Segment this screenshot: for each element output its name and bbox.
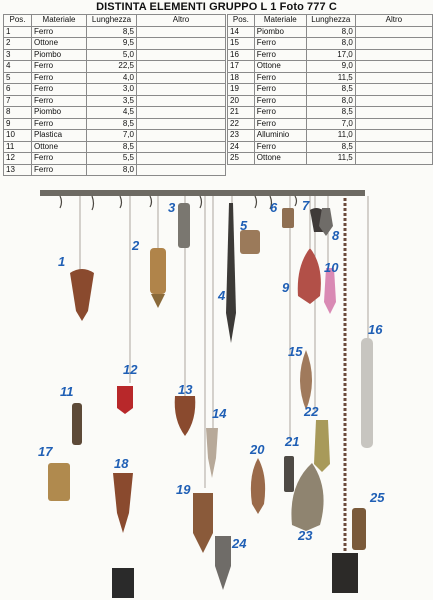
plumb-bob-11 xyxy=(72,403,82,445)
cell-length: 8,5 xyxy=(306,141,355,153)
cell-pos: 14 xyxy=(228,26,255,38)
plumb-bob-24 xyxy=(215,536,231,590)
photo-label: 4 xyxy=(218,288,226,303)
cell-material: Ottone xyxy=(254,153,306,165)
cell-other xyxy=(355,118,432,130)
plumb-bob-18 xyxy=(113,473,133,533)
cell-material: Ferro xyxy=(254,84,306,96)
cell-length: 8,0 xyxy=(87,164,137,176)
cell-length: 9,5 xyxy=(87,38,137,50)
cell-pos: 6 xyxy=(4,84,32,96)
cell-material: Piombo xyxy=(32,107,87,119)
photo-label: 23 xyxy=(298,528,313,543)
cell-other xyxy=(355,95,432,107)
plumb-bob-23 xyxy=(291,463,323,531)
cell-length: 8,5 xyxy=(87,26,137,38)
table-row xyxy=(228,153,433,165)
table-row xyxy=(228,130,433,142)
cell-material: Ferro xyxy=(254,72,306,84)
cell-length: 9,0 xyxy=(306,61,355,73)
cell-length: 5,5 xyxy=(87,153,137,165)
cell-other xyxy=(137,153,226,165)
photo-label: 7 xyxy=(302,198,310,213)
plumb-bob-12 xyxy=(117,386,133,414)
header-material: Materiale xyxy=(254,15,306,27)
photo-label: 21 xyxy=(285,434,300,449)
cell-other xyxy=(137,26,226,38)
cell-other xyxy=(137,118,226,130)
photo-label: 11 xyxy=(60,384,74,399)
cell-length: 4,0 xyxy=(87,72,137,84)
cell-other xyxy=(355,49,432,61)
table-row xyxy=(4,38,226,50)
plumb-bob-22 xyxy=(314,420,330,472)
cell-pos: 20 xyxy=(228,95,255,107)
photo-label: 24 xyxy=(232,536,247,551)
cell-length: 8,0 xyxy=(306,26,355,38)
cell-other xyxy=(355,84,432,96)
cell-length: 4,5 xyxy=(87,107,137,119)
cell-material: Plastica xyxy=(32,130,87,142)
cell-material: Ferro xyxy=(32,164,87,176)
plumb-bob-16 xyxy=(361,338,373,448)
cell-pos: 18 xyxy=(228,72,255,84)
cell-other xyxy=(137,164,226,176)
sheet-title: DISTINTA ELEMENTI GRUPPO L 1 Foto 777 C xyxy=(96,1,337,13)
table-row xyxy=(228,84,433,96)
header-material: Materiale xyxy=(32,15,87,27)
cell-other xyxy=(355,72,432,84)
table-row xyxy=(228,38,433,50)
plumb-bob-4 xyxy=(226,203,236,343)
cell-other xyxy=(137,95,226,107)
photo-label: 16 xyxy=(368,322,383,337)
table-row xyxy=(228,49,433,61)
photo-label: 6 xyxy=(270,200,278,215)
cell-other xyxy=(137,72,226,84)
table-row xyxy=(228,72,433,84)
cell-length: 8,5 xyxy=(306,84,355,96)
cell-pos: 1 xyxy=(4,26,32,38)
cell-other xyxy=(137,84,226,96)
table-row xyxy=(228,107,433,119)
cell-pos: 11 xyxy=(4,141,32,153)
cell-length: 8,5 xyxy=(306,107,355,119)
photo-label: 1 xyxy=(58,254,66,269)
photo-label: 13 xyxy=(178,382,193,397)
cell-pos: 8 xyxy=(4,107,32,119)
header-other: Altro xyxy=(355,15,432,27)
photo-label: 25 xyxy=(370,490,385,505)
inventory-table-right xyxy=(227,14,433,165)
cell-other xyxy=(355,130,432,142)
table-row xyxy=(4,49,226,61)
cell-pos: 22 xyxy=(228,118,255,130)
table-row xyxy=(4,72,226,84)
header-pos: Pos. xyxy=(4,15,32,27)
plumb-bob-13 xyxy=(175,396,196,436)
table-row xyxy=(228,118,433,130)
table-row xyxy=(4,130,226,142)
cell-pos: 2 xyxy=(4,38,32,50)
cell-other xyxy=(355,107,432,119)
inventory-table-left xyxy=(3,14,226,176)
cell-pos: 16 xyxy=(228,49,255,61)
cell-other xyxy=(355,26,432,38)
cell-pos: 24 xyxy=(228,141,255,153)
cell-pos: 13 xyxy=(4,164,32,176)
header-other: Altro xyxy=(137,15,226,27)
photo-label: 9 xyxy=(282,280,290,295)
plumb-bob-6 xyxy=(282,208,294,228)
cell-length: 3,5 xyxy=(87,95,137,107)
cell-material: Ottone xyxy=(254,61,306,73)
cell-pos: 12 xyxy=(4,153,32,165)
cell-material: Ottone xyxy=(32,38,87,50)
table-header-row xyxy=(4,15,226,27)
cell-material: Ferro xyxy=(254,141,306,153)
plumb-bob-9 xyxy=(298,248,321,304)
cell-other xyxy=(355,141,432,153)
plumb-bob-14 xyxy=(206,428,218,478)
table-row xyxy=(4,107,226,119)
table-row xyxy=(4,61,226,73)
table-row xyxy=(228,141,433,153)
table-row xyxy=(4,141,226,153)
cell-length: 11,5 xyxy=(306,153,355,165)
hanging-rod xyxy=(40,190,365,196)
table-row xyxy=(4,95,226,107)
cell-material: Ferro xyxy=(32,95,87,107)
cell-pos: 17 xyxy=(228,61,255,73)
cell-pos: 23 xyxy=(228,130,255,142)
cell-other xyxy=(355,153,432,165)
cell-material: Ferro xyxy=(32,84,87,96)
header-length: Lunghezza xyxy=(306,15,355,27)
photo-label: 8 xyxy=(332,228,340,243)
cell-pos: 21 xyxy=(228,107,255,119)
cell-material: Ferro xyxy=(254,38,306,50)
photo-label: 17 xyxy=(38,444,53,459)
plumb-bob-1 xyxy=(70,269,94,321)
cell-pos: 9 xyxy=(4,118,32,130)
cell-pos: 19 xyxy=(228,84,255,96)
cell-length: 11,0 xyxy=(306,130,355,142)
plumb-bob-21 xyxy=(284,456,294,492)
cell-pos: 25 xyxy=(228,153,255,165)
cell-length: 8,5 xyxy=(87,118,137,130)
cell-length: 17,0 xyxy=(306,49,355,61)
cell-other xyxy=(137,141,226,153)
cell-material: Ottone xyxy=(32,141,87,153)
header-length: Lunghezza xyxy=(87,15,137,27)
cell-other xyxy=(355,61,432,73)
cell-material: Ferro xyxy=(254,49,306,61)
cell-material: Ferro xyxy=(254,107,306,119)
cell-other xyxy=(137,130,226,142)
photo-label: 14 xyxy=(212,406,227,421)
cell-material: Piombo xyxy=(32,49,87,61)
cell-material: Ferro xyxy=(32,61,87,73)
cell-material: Ferro xyxy=(254,118,306,130)
cell-length: 8,0 xyxy=(306,95,355,107)
header-pos: Pos. xyxy=(228,15,255,27)
cell-other xyxy=(137,38,226,50)
cell-material: Ferro xyxy=(32,153,87,165)
plumb-bob-3 xyxy=(178,203,190,248)
table-row xyxy=(228,61,433,73)
cell-pos: 5 xyxy=(4,72,32,84)
cell-material: Ferro xyxy=(32,72,87,84)
photo-label: 20 xyxy=(250,442,265,457)
cell-pos: 3 xyxy=(4,49,32,61)
cell-material: Ferro xyxy=(32,26,87,38)
table-header-row xyxy=(228,15,433,27)
cell-other xyxy=(137,107,226,119)
cell-length: 8,5 xyxy=(87,141,137,153)
photo-label: 12 xyxy=(123,362,138,377)
photo-label: 15 xyxy=(288,344,303,359)
photo-label: 22 xyxy=(304,404,319,419)
plumb-bob-bottom xyxy=(112,568,134,598)
plumb-bobs-photo xyxy=(0,188,433,600)
cell-material: Piombo xyxy=(254,26,306,38)
plumb-bob-25 xyxy=(352,508,366,550)
table-row xyxy=(4,164,226,176)
cell-material: Ferro xyxy=(254,95,306,107)
plumb-bob-19 xyxy=(193,493,213,553)
plumb-bob-17 xyxy=(48,463,70,501)
cell-length: 5,0 xyxy=(87,49,137,61)
cell-length: 7,0 xyxy=(306,118,355,130)
photo-label: 18 xyxy=(114,456,129,471)
cell-length: 8,0 xyxy=(306,38,355,50)
cell-pos: 15 xyxy=(228,38,255,50)
table-row xyxy=(228,95,433,107)
plumb-bob-5 xyxy=(240,230,260,254)
cell-material: Ferro xyxy=(32,118,87,130)
cell-material: Alluminio xyxy=(254,130,306,142)
cell-other xyxy=(137,61,226,73)
cell-length: 22,5 xyxy=(87,61,137,73)
plumb-bob-2 xyxy=(150,248,166,294)
cell-other xyxy=(355,38,432,50)
table-row xyxy=(228,26,433,38)
cell-pos: 4 xyxy=(4,61,32,73)
cell-length: 3,0 xyxy=(87,84,137,96)
photo-label: 5 xyxy=(240,218,248,233)
photo-label: 3 xyxy=(168,200,176,215)
plumb-bob-20 xyxy=(251,458,265,514)
cell-length: 11,5 xyxy=(306,72,355,84)
photo-label: 10 xyxy=(324,260,339,275)
photo-label: 2 xyxy=(132,238,140,253)
photo-label: 19 xyxy=(176,482,191,497)
table-row xyxy=(4,153,226,165)
table-row xyxy=(4,84,226,96)
cell-other xyxy=(137,49,226,61)
table-row xyxy=(4,26,226,38)
cell-pos: 10 xyxy=(4,130,32,142)
table-row xyxy=(4,118,226,130)
cell-length: 7,0 xyxy=(87,130,137,142)
cell-pos: 7 xyxy=(4,95,32,107)
plumb-bob-15 xyxy=(300,350,312,410)
